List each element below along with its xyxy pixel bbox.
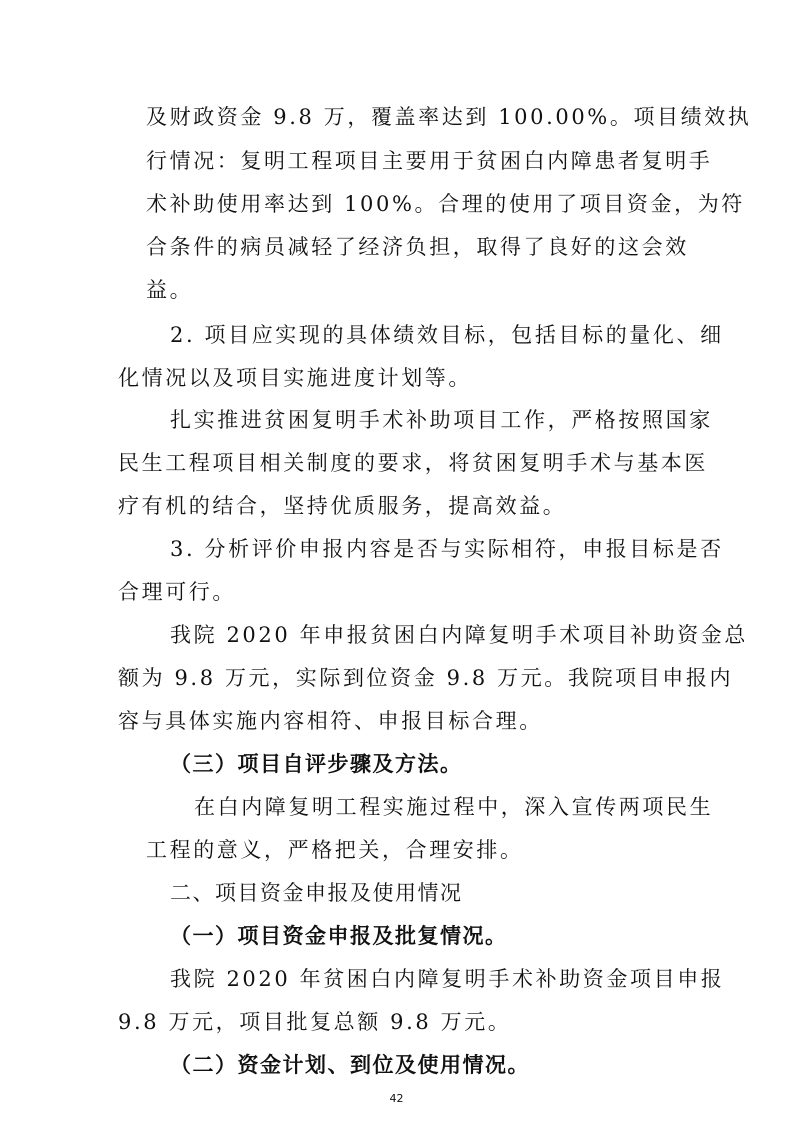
- body-text-line: 合条件的病员减轻了经济负担，取得了良好的这会效: [146, 235, 689, 259]
- body-text-line: 扎实推进贫困复明手术补助项目工作，严格按照国家: [170, 408, 713, 432]
- body-text-line: 在白内障复明工程实施过程中，深入宣传两项民生: [194, 795, 714, 819]
- body-text-line: 行情况：复明工程项目主要用于贫困白内障患者复明手: [146, 149, 713, 173]
- section-heading: （三）项目自评步骤及方法。: [170, 752, 463, 776]
- body-text-line: 术补助使用率达到 100%。合理的使用了项目资金，为符: [146, 192, 745, 216]
- body-text-line: 合理可行。: [118, 580, 236, 604]
- body-text-line: 益。: [146, 278, 194, 302]
- body-text-line: 额为 9.8 万元，实际到位资金 9.8 万元。我院项目申报内: [118, 666, 734, 690]
- section-heading: （二）资金计划、到位及使用情况。: [170, 1053, 530, 1077]
- body-text-line: 及财政资金 9.8 万，覆盖率达到 100.00%。项目绩效执: [146, 105, 752, 129]
- body-text-line: 9.8 万元，项目批复总额 9.8 万元。: [118, 1010, 512, 1034]
- body-text-line: 容与具体实施内容相符、申报目标合理。: [118, 709, 543, 733]
- body-text-line: 民生工程项目相关制度的要求，将贫困复明手术与基本医: [118, 451, 708, 475]
- body-text-line: 疗有机的结合，坚持优质服务，提高效益。: [118, 494, 567, 518]
- body-text-line: 工程的意义，严格把关，合理安排。: [146, 838, 524, 862]
- body-text-line: 我院 2020 年贫困白内障复明手术补助资金项目申报: [170, 967, 725, 991]
- numbered-paragraph-heading: 3. 分析评价申报内容是否与实际相符，申报目标是否: [170, 537, 724, 561]
- chapter-heading: 二、项目资金申报及使用情况: [170, 881, 463, 905]
- numbered-paragraph-heading: 2. 项目应实现的具体绩效目标，包括目标的量化、细: [170, 323, 724, 347]
- body-text-line: 我院 2020 年申报贫困白内障复明手术项目补助资金总: [170, 623, 748, 647]
- section-heading: （一）项目资金申报及批复情况。: [170, 924, 508, 948]
- body-text-line: 化情况以及项目实施进度计划等。: [118, 366, 472, 390]
- page-number: 42: [389, 1092, 404, 1105]
